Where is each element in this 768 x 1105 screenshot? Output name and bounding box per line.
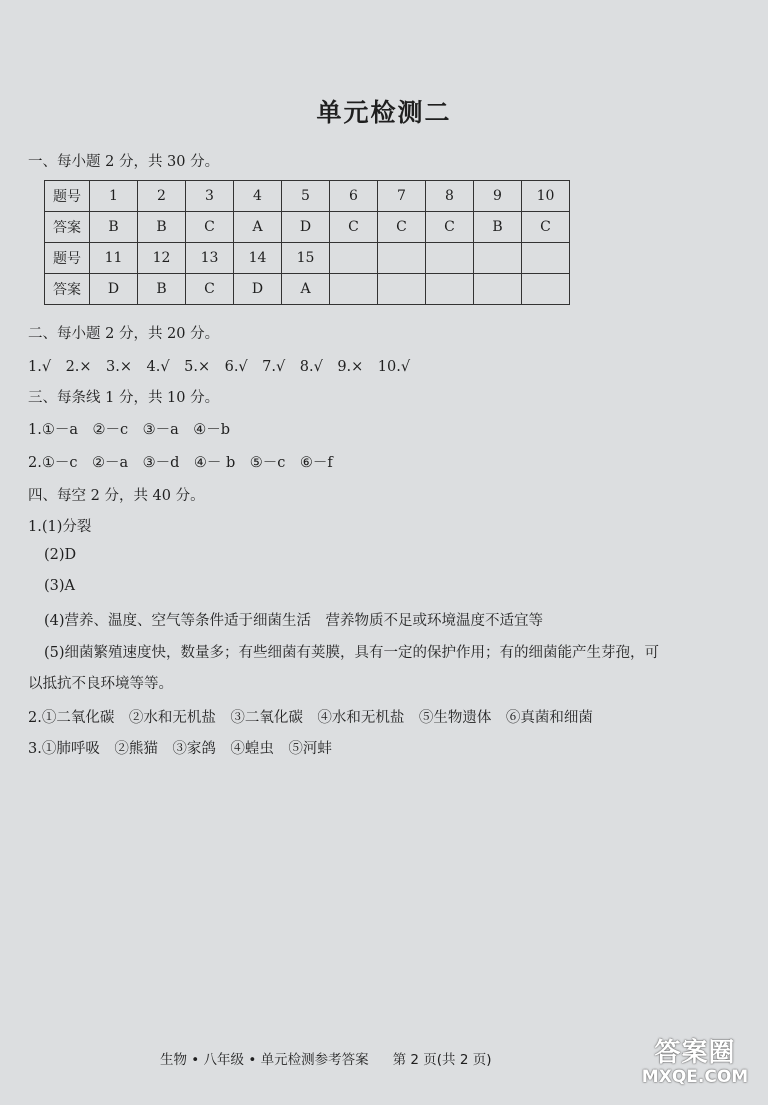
answer-cell — [522, 274, 570, 305]
answer-cell: C — [186, 212, 234, 243]
question-number-cell — [426, 243, 474, 274]
answer-cell — [474, 274, 522, 305]
question-number-cell: 3 — [186, 181, 234, 212]
q1-part-5b: 以抵抗不良环境等等。 — [28, 676, 173, 692]
answer-cell: C — [378, 212, 426, 243]
answer-cell: C — [426, 212, 474, 243]
table-row — [45, 212, 570, 243]
answer-table — [44, 180, 570, 305]
question-number-cell: 7 — [378, 181, 426, 212]
question-number-cell: 8 — [426, 181, 474, 212]
question-number-cell: 9 — [474, 181, 522, 212]
row-header-answer: 答案 — [45, 274, 90, 305]
question-number-cell — [474, 243, 522, 274]
question-number-cell: 14 — [234, 243, 282, 274]
question-number-cell: 11 — [90, 243, 138, 274]
table-row — [45, 243, 570, 274]
answer-cell: C — [186, 274, 234, 305]
section-2-answers: 1.√ 2.× 3.× 4.√ 5.× 6.√ 7.√ 8.√ 9.× 10.√ — [28, 359, 411, 375]
page-footer — [160, 1048, 491, 1068]
answer-cell: A — [282, 274, 330, 305]
question-number-cell: 1 — [90, 181, 138, 212]
question-number-cell — [522, 243, 570, 274]
q2-answer: 2.①二氧化碳 ②水和无机盐 ③二氧化碳 ④水和无机盐 ⑤生物遗体 ⑥真菌和细菌 — [28, 710, 593, 726]
question-number-cell: 12 — [138, 243, 186, 274]
row-header-question: 题号 — [45, 181, 90, 212]
page-title: 单元检测二 — [316, 98, 452, 127]
question-number-cell: 2 — [138, 181, 186, 212]
section-3-line-1: 1.①－a ②－c ③－a ④－b — [28, 422, 231, 438]
watermark — [630, 1032, 760, 1087]
question-number-cell: 6 — [330, 181, 378, 212]
answer-cell: C — [522, 212, 570, 243]
watermark-url: MXQE.COM — [641, 1067, 749, 1087]
q1-part-2: (2)D — [44, 547, 77, 563]
q1-part-4: (4)营养、温度、空气等条件适于细菌生活 营养物质不足或环境温度不适宜等 — [44, 613, 544, 629]
table-row — [45, 181, 570, 212]
answer-cell: A — [234, 212, 282, 243]
answer-cell: D — [234, 274, 282, 305]
answer-cell — [426, 274, 474, 305]
answer-cell: C — [330, 212, 378, 243]
question-number-cell — [330, 243, 378, 274]
section-4-heading: 四、每空 2 分，共 40 分。 — [28, 488, 205, 504]
answer-cell — [330, 274, 378, 305]
q1-part-5a: (5)细菌繁殖速度快，数量多；有些细菌有荚膜，具有一定的保护作用；有的细菌能产生芽孢，可 — [44, 645, 660, 661]
footer-subject: 生物 • 八年级 • 单元检测参考答案 — [160, 1052, 369, 1068]
row-header-answer: 答案 — [45, 212, 90, 243]
question-number-cell: 13 — [186, 243, 234, 274]
footer-page-number: 第 2 页(共 2 页) — [392, 1052, 492, 1068]
answer-cell: B — [138, 212, 186, 243]
question-number-cell: 4 — [234, 181, 282, 212]
section-3-line-2: 2.①－c ②－a ③－d ④－ b ⑤－c ⑥－f — [28, 455, 333, 471]
q1-part-1: 1.(1)分裂 — [28, 519, 92, 535]
q1-part-3: (3)A — [44, 578, 76, 594]
answer-cell: B — [138, 274, 186, 305]
answer-cell: D — [90, 274, 138, 305]
watermark-logo: 答案圈 — [654, 1038, 736, 1068]
answer-cell: D — [282, 212, 330, 243]
table-row — [45, 274, 570, 305]
section-3-heading: 三、每条线 1 分，共 10 分。 — [28, 390, 220, 406]
row-header-question: 题号 — [45, 243, 90, 274]
question-number-cell — [378, 243, 426, 274]
answer-cell — [378, 274, 426, 305]
question-number-cell: 15 — [282, 243, 330, 274]
question-number-cell: 5 — [282, 181, 330, 212]
section-1-heading: 一、每小题 2 分，共 30 分。 — [28, 154, 220, 170]
question-number-cell: 10 — [522, 181, 570, 212]
section-2-heading: 二、每小题 2 分，共 20 分。 — [28, 326, 220, 342]
answer-cell: B — [90, 212, 138, 243]
q3-answer: 3.①肺呼吸 ②熊猫 ③家鸽 ④蝗虫 ⑤河蚌 — [28, 741, 332, 757]
answer-cell: B — [474, 212, 522, 243]
